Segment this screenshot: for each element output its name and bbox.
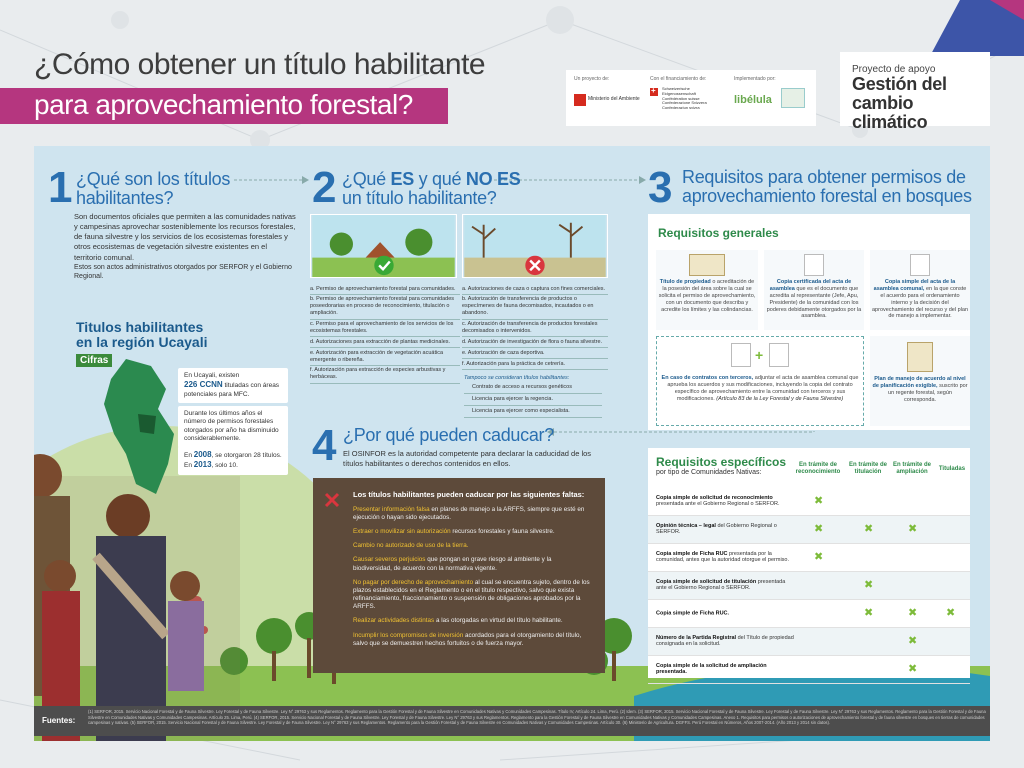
list-item: a. Autorizaciones de caza o captura con fines comerciales. bbox=[462, 284, 608, 295]
s2-h-b: y qué bbox=[418, 169, 462, 189]
falta-text: recursos forestales y fauna silvestre. bbox=[450, 528, 555, 536]
row-label bbox=[656, 523, 794, 537]
row-detail: presentada ante el Gobierno Regional o SERFOR. bbox=[656, 501, 780, 508]
row-label bbox=[656, 579, 794, 593]
logo-caption-financiamiento: Con el financiamiento de: bbox=[650, 76, 707, 82]
row-title: Copia simple de Ficha RUC bbox=[656, 550, 728, 557]
falta-item bbox=[353, 579, 591, 612]
cifras-badge: Cifras bbox=[76, 354, 112, 367]
page-title-line1: ¿Cómo obtener un título habilitante bbox=[34, 48, 486, 81]
row-label bbox=[656, 635, 794, 649]
row-detail: del Gobierno Regional o SERFOR. bbox=[656, 522, 777, 536]
table-row bbox=[648, 488, 970, 516]
check-icon: ✖ bbox=[946, 606, 956, 619]
section2-heading bbox=[342, 170, 522, 208]
check-icon: ✖ bbox=[908, 662, 918, 675]
req-text: que es el documento que acredita al representante (Jefe, Apu, Presidente) de la comunidad con los poderes debidamente otorgados por la asamblea. bbox=[766, 285, 862, 320]
falta-item bbox=[353, 617, 591, 625]
falta-highlight: Extraer o movilizar sin autorización bbox=[353, 528, 451, 536]
si-illustration bbox=[310, 214, 457, 278]
check-icon: ✖ bbox=[864, 578, 874, 591]
page-title-line2: para aprovechamiento forestal? bbox=[34, 89, 413, 120]
req-title: Copia simple del acta de la asamblea comunal, bbox=[873, 279, 956, 292]
row-title: Copia simple de solicitud de titulación bbox=[656, 578, 757, 585]
falta-highlight: Presentar información falsa bbox=[353, 505, 430, 513]
list-item: d. Autorizaciones para extracción de plantas medicinales. bbox=[310, 337, 460, 348]
req-text: en la que conste el acuerdo para el ordenamiento interno y la decisión del aprovechamiento del recurso y del plan de manejo a implementar. bbox=[872, 285, 969, 320]
falta-text: acordados para el otorgamiento del título, salvo que se demuestren hechos fortuitos o de fuerza mayor. bbox=[353, 631, 582, 647]
faltas-list bbox=[353, 506, 591, 648]
list-item: f. Autorización para la práctica de cetrería. bbox=[462, 359, 608, 370]
no-list bbox=[462, 284, 608, 370]
si-list bbox=[310, 284, 460, 384]
logo-caption-proyecto: Un proyecto de: bbox=[574, 76, 610, 82]
table-row bbox=[648, 572, 970, 600]
req-title: En caso de contratos con terceros, bbox=[661, 375, 754, 381]
fact-titulos bbox=[178, 446, 288, 475]
section4-text: El OSINFOR es la autoridad competente para declarar la caducidad de los títulos habilitantes o derechos contenidos en ellos. bbox=[343, 449, 592, 469]
req-text: o acreditación de la posesión del área sobre la cual se solicita el permiso de aprovechamiento, con un documento que describa y acredite los límites y las colindancias. bbox=[658, 279, 756, 313]
section1-heading: ¿Qué son los títulos habilitantes? bbox=[76, 169, 231, 208]
tampoco-title: Tampoco se consideran títulos habilitantes: bbox=[464, 375, 570, 381]
col-header: En trámite de reconocimiento bbox=[795, 462, 841, 475]
minam-logo-text: Ministerio del Ambiente bbox=[588, 96, 640, 102]
fact-ccnn bbox=[178, 368, 288, 403]
row-label bbox=[656, 495, 794, 509]
ucayali-heading: Titulos habilitantes en la región Ucayali bbox=[76, 319, 208, 350]
plus-icon: + bbox=[755, 347, 764, 363]
falta-item bbox=[353, 556, 591, 572]
section4-heading: ¿Por qué pueden caducar? bbox=[343, 425, 554, 445]
swiss-logo-text: Schweizerische Eidgenossenschaft Confédération suisse Confederazione Svizzera Confederaziun svizra bbox=[662, 86, 707, 111]
section3-heading: Requisitos para obtener permisos de aprovechamiento forestal en bosques bbox=[682, 167, 972, 206]
row-title: Copia simple de Ficha RUC. bbox=[656, 610, 730, 617]
fact3-b: , se otorgaron 28 títulos. En bbox=[184, 452, 282, 470]
check-icon: ✖ bbox=[814, 550, 824, 563]
list-item: b. Permiso de aprovechamiento forestal para comunidades poseedorarias en proceso de reconocimiento, titulación o ampliación. bbox=[310, 295, 460, 320]
req-text: adjuntar el acta de asamblea comunal que aprueba los acuerdos y sus modificaciones, incluyendo la copia del contrato específico de aprovechamiento entre la comunidad con terceros y sus modificaciones. bbox=[667, 375, 859, 402]
table-row bbox=[648, 516, 970, 544]
s2-h-a: ¿Qué bbox=[342, 169, 386, 189]
falta-highlight: Causar severos perjuicios bbox=[353, 556, 426, 564]
req-acta-comunal bbox=[870, 250, 970, 330]
list-item: Contrato de acceso a recursos genéticos bbox=[464, 382, 602, 394]
falta-item bbox=[353, 528, 591, 536]
falta-text: al cual se encuentra sujeto, dentro de los plazos establecidos en el Reglamento o en el título respectivo, salvo que exista refinanciamiento, fraccionamiento o suspensión de obligaciones aprobados por la ARFFS. bbox=[353, 578, 590, 611]
document-icon bbox=[689, 254, 725, 276]
falta-text: que pongan en grave riesgo al ambiente y la biodiversidad, de acuerdo con la normativa vigente. bbox=[353, 556, 552, 572]
falta-highlight: Realizar actividades distintas bbox=[353, 617, 435, 625]
fact3-year1: 2008 bbox=[193, 450, 212, 459]
check-icon: ✖ bbox=[908, 634, 918, 647]
list-item: Licencia para ejercer como especialista. bbox=[464, 406, 602, 418]
faltas-title: Los títulos habilitantes pueden caducar por las siguientes faltas: bbox=[353, 490, 585, 499]
fact1-post: tituladas con áreas potenciales para MFC. bbox=[184, 382, 280, 398]
req-note: (Artículo 83 de la Ley Forestal y de Fauna Silvestre) bbox=[716, 395, 844, 402]
s2-h-c: un título habilitante? bbox=[342, 187, 497, 208]
list-item: d. Autorización de investigación de flora o fauna silvestre. bbox=[462, 337, 608, 348]
col-header: En trámite de titulación bbox=[848, 462, 887, 475]
req-contratos bbox=[656, 336, 864, 426]
row-title: Copia simple de solicitud de reconocimiento bbox=[656, 494, 773, 501]
check-icon: ✖ bbox=[908, 522, 918, 535]
swiss-cross-icon bbox=[650, 88, 658, 96]
req-text: suscrito por un regente forestal, según corresponda. bbox=[888, 382, 968, 403]
list-item: b. Autorización de transferencia de productos o especímenes de fauna decomisados, incautados o en abandono. bbox=[462, 295, 608, 320]
row-title: Número de la Partida Registral bbox=[656, 634, 737, 641]
contract-icons bbox=[659, 339, 861, 375]
falta-highlight: No pagar por derecho de aprovechamiento bbox=[353, 578, 474, 586]
fact3-a: En bbox=[184, 452, 192, 459]
fact3-year2: 2013 bbox=[193, 460, 212, 470]
requisitos-generales-title: Requisitos generales bbox=[658, 226, 779, 240]
corner-accent bbox=[930, 0, 1024, 56]
col-header: En trámite de ampliación bbox=[892, 462, 931, 475]
check-icon: ✖ bbox=[908, 606, 918, 619]
partner-logo-icon bbox=[781, 88, 805, 108]
list-item: c. Permiso para el aprovechamiento de los servicios de los ecosistemas forestales. bbox=[310, 320, 460, 338]
sources-text: (1) SERFOR, 2015. Servicio Nacional Forestal y de Fauna Silvestre. Ley Forestal y de Fauna Silvestre. Ley N° 29763 y sus Reglamentos. Reglamento para la Gestión Forestal y de Fauna Silvestre en Comunidades Nativas y Comunidades Campesinas. Título IV, Artículo 24. Lima, Perú. (2) Idem. (3) SERFOR, 2015. Servicio Nacional Forestal y de Fauna Silvestre. Ley Forestal y de Fauna Silvestre. Ley N° 29763 y sus Reglamentos. Reglamento para la Gestión Forestal y de Fauna Silvestre en Comunidades Nativas y Comunidades Campesinas. Artículo 25. Lima, Perú. (4) SERFOR, 2015. Servicio Nacional Forestal y de Fauna Silvestre. Ley Forestal y de Fauna Silvestre. Ley N° 29763 y sus Reglamentos. Reglamento para la Gestión Forestal y de Fauna Silvestre en Comunidades Nativas y Comunidades Campesinas. Anexo 1. Requisitos para permisos o autorizaciones de aprovechamiento forestal y de fauna silvestre en bosques en tierras de comunidades campesinas y nativas. (5) SERFOR, 2015. Servicio Nacional Forestal y de Fauna Silvestre. Ley Forestal y de Fauna Silvestre. Ley N° 29763 y sus Reglamentos. Reglamento para la Gestión Forestal y de Fauna Silvestre en Comunidades Nativas y Comunidades Campesinas. Artículo 30. (6) Ministerio de Agricultura. DGFFS. Perú Forestal en Números, Años 2007-2014. (Año 2013 y 2014 sin datos). bbox=[88, 709, 986, 726]
section4-number: 4 bbox=[312, 421, 337, 470]
falta-item bbox=[353, 632, 591, 648]
document-icon bbox=[804, 254, 824, 276]
logo-caption-implementado: Implementado por: bbox=[734, 76, 776, 82]
falta-text: a las otorgadas en virtud del título habilitante. bbox=[434, 617, 563, 625]
check-icon: ✖ bbox=[814, 522, 824, 535]
section1-text-b: Estos son actos administrativos otorgados por SERFOR y el Gobierno Regional. bbox=[74, 264, 292, 281]
section3-number: 3 bbox=[648, 163, 673, 212]
peru-flag-icon bbox=[574, 94, 586, 106]
list-item: c. Autorización de transferencia de productos forestales decomisados o intervenidos. bbox=[462, 320, 608, 338]
section1-number: 1 bbox=[48, 163, 73, 212]
row-label bbox=[656, 610, 794, 617]
col-header: Tituladas bbox=[938, 466, 966, 472]
table-row bbox=[648, 544, 970, 572]
falta-highlight: Cambio no autorizado de uso de la tierra. bbox=[353, 542, 469, 550]
row-detail: del Título de propiedad consignada en la solicitud. bbox=[656, 634, 794, 648]
s2-h-es: ES bbox=[390, 169, 414, 189]
table-row bbox=[648, 656, 970, 684]
section2-number: 2 bbox=[312, 163, 337, 212]
fact-permisos: Durante los últimos años el número de permisos forestales otorgados por año ha disminuido considerablemente. bbox=[178, 406, 288, 448]
req-title: Copia certificada del acta de asamblea bbox=[769, 279, 852, 292]
list-item: Licencia para ejercer la regencia. bbox=[464, 394, 602, 406]
req-plan bbox=[870, 336, 970, 426]
row-title: Opinión técnica – legal bbox=[656, 522, 716, 529]
row-detail: presentada por la comunidad, antes que la autoridad otorgue el permiso. bbox=[656, 550, 790, 564]
sources-footer bbox=[34, 706, 990, 736]
peru-map-icon bbox=[96, 354, 186, 504]
sponsor-logos bbox=[566, 70, 816, 126]
fact1-number: 226 CCNN bbox=[184, 380, 223, 390]
project-subtitle: Proyecto de apoyo bbox=[852, 64, 936, 75]
document-icon bbox=[769, 343, 789, 367]
check-icon: ✖ bbox=[864, 522, 874, 535]
list-item: f. Autorización para extracción de especies arbustivas y herbáceas. bbox=[310, 366, 460, 384]
row-detail: presentada ante el Gobierno Regional o SERFOR. bbox=[656, 578, 786, 592]
check-icon: ✖ bbox=[814, 494, 824, 507]
book-icon bbox=[907, 342, 933, 372]
list-item: e. Autorización de caza deportiva. bbox=[462, 348, 608, 359]
req-title: Plan de manejo de acuerdo al nivel de planificación exigible, bbox=[872, 376, 966, 389]
falta-text: en planes de manejo a la ARFFS, siempre que esté en ejecución o hayan sido ejecutados. bbox=[353, 505, 585, 521]
project-title: Gestión del cambio climático bbox=[852, 74, 947, 132]
libelula-logo: libélula bbox=[734, 94, 772, 106]
table-row bbox=[648, 628, 970, 656]
no-illustration bbox=[462, 214, 608, 278]
fact3-c: , solo 10. bbox=[211, 462, 238, 470]
falta-highlight: Incumplir los compromisos de inversión bbox=[353, 631, 464, 639]
requisitos-especificos-subtitle: por tipo de Comunidades Nativas: bbox=[656, 469, 762, 476]
table-row bbox=[648, 600, 970, 628]
req-title: Título de propiedad bbox=[659, 279, 711, 285]
check-icon: ✖ bbox=[864, 606, 874, 619]
falta-item bbox=[353, 542, 591, 550]
req-acta bbox=[764, 250, 864, 330]
row-title: Copia simple de la solicitud de ampliación presentada. bbox=[656, 662, 767, 676]
faltas-box bbox=[313, 478, 605, 673]
falta-item bbox=[353, 506, 591, 522]
cross-icon bbox=[324, 492, 340, 508]
req-titulo bbox=[656, 250, 758, 330]
tampoco-list bbox=[464, 375, 602, 418]
row-label bbox=[656, 551, 794, 565]
document-icon bbox=[910, 254, 930, 276]
row-label bbox=[656, 663, 794, 677]
s2-h-noes: NO ES bbox=[465, 169, 521, 189]
sources-label: Fuentes: bbox=[42, 716, 76, 725]
fact1-pre: En Ucayali, existen bbox=[184, 372, 240, 379]
requisitos-especificos-title: Requisitos específicos bbox=[656, 455, 787, 469]
list-item: a. Permiso de aprovechamiento forestal para comunidades. bbox=[310, 284, 460, 295]
section1-text: Son documentos oficiales que permiten a las comunidades nativas y campesinas aprovechar sosteniblemente los recursos forestales, de fauna silvestre y los servicios de los ecosistemas forestales y otros ecosistemas de vegetación silvestre existentes en el territorio comunal. bbox=[74, 212, 296, 262]
document-icon bbox=[731, 343, 751, 367]
list-item: e. Autorización para extracción de vegetación acuática emergente o ribereña. bbox=[310, 348, 460, 366]
